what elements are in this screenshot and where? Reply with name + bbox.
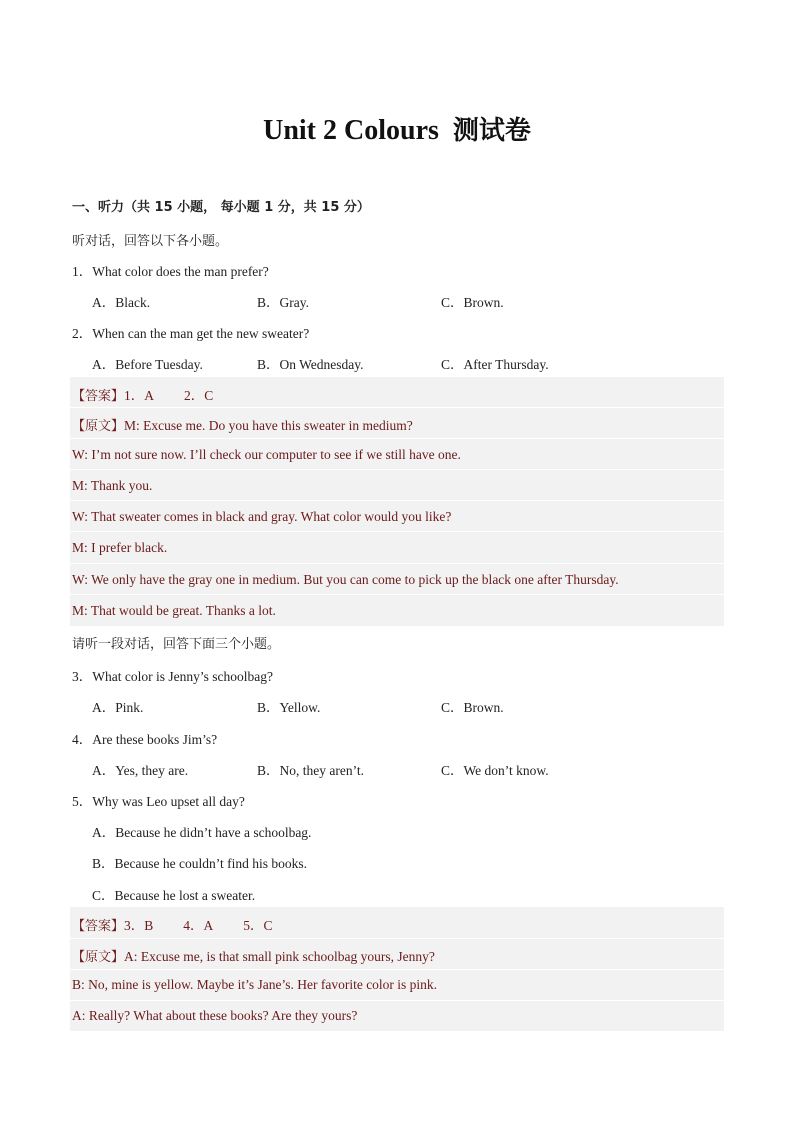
question-number: 3．	[72, 669, 93, 684]
q2-option-b: B．On Wednesday.	[257, 357, 364, 372]
divider	[70, 594, 724, 595]
divider	[70, 469, 724, 470]
question-text: Are these books Jim’s?	[92, 732, 218, 747]
divider	[70, 531, 724, 532]
q4-option-a: A．Yes, they are.	[92, 763, 189, 778]
question-5	[72, 790, 245, 810]
answer-4: 4．A	[183, 918, 214, 933]
page-title	[0, 110, 794, 147]
q4-option-b: B．No, they aren’t.	[257, 763, 364, 778]
script-line: M: That would be great. Thanks a lot.	[72, 603, 276, 618]
q1-option-b: B．Gray.	[257, 295, 309, 310]
q3-option-c: C．Brown.	[441, 700, 504, 715]
question-number: 5．	[72, 794, 93, 809]
question-4	[72, 728, 217, 748]
title-cn: 测试卷	[452, 116, 531, 146]
script-line: W: I’m not sure now. I’ll check our computer to see if we still have one.	[72, 447, 461, 462]
question-text: What color is Jenny’s schoolbag?	[92, 669, 273, 684]
q1-option-c: C．Brown.	[441, 295, 504, 310]
question-number: 2．	[72, 326, 93, 341]
title-en: Unit 2 Colours	[263, 115, 439, 146]
question-text: Why was Leo upset all day?	[92, 794, 245, 809]
answer-1: 1．A	[124, 388, 155, 403]
question-text: What color does the man prefer?	[92, 264, 269, 279]
question-3	[72, 665, 273, 685]
divider	[70, 407, 724, 408]
answer-line-1	[72, 384, 213, 404]
answer-3: 3．B	[124, 918, 154, 933]
q2-option-c: C．After Thursday.	[441, 357, 549, 372]
answer-line-2	[72, 914, 273, 934]
q3-option-a: A．Pink.	[92, 700, 144, 715]
q4-option-c: C．We don’t know.	[441, 763, 549, 778]
script-line	[72, 946, 435, 965]
script-text: A: Excuse me, is that small pink schoolbag yours, Jenny?	[124, 949, 435, 964]
answer-tag: 【答案】	[72, 919, 125, 934]
divider	[70, 1000, 724, 1001]
divider	[70, 969, 724, 970]
q3-option-b: B．Yellow.	[257, 700, 321, 715]
script-line: M: Thank you.	[72, 478, 153, 493]
divider	[70, 500, 724, 501]
script-line: W: We only have the gray one in medium. But you can come to pick up the black one after Thursday.	[72, 572, 619, 587]
answer-2: 2．C	[184, 388, 214, 403]
question-number: 4．	[72, 732, 93, 747]
divider	[70, 438, 724, 439]
answer-5: 5．C	[243, 918, 273, 933]
script-line: W: That sweater comes in black and gray. What color would you like?	[72, 509, 452, 524]
instruction-2: 请听一段对话，回答下面三个小题。	[72, 637, 281, 652]
script-line: A: Really? What about these books? Are they yours?	[72, 1008, 358, 1023]
question-number: 1．	[72, 264, 93, 279]
instruction-1: 听对话，回答以下各小题。	[72, 234, 229, 249]
q2-option-a: A．Before Tuesday.	[92, 357, 203, 372]
q5-option-a: A．Because he didn’t have a schoolbag.	[92, 825, 312, 840]
script-line: M: I prefer black.	[72, 540, 168, 555]
q5-option-c: C．Because he lost a sweater.	[92, 888, 256, 903]
q1-option-a: A．Black.	[92, 295, 151, 310]
divider	[70, 563, 724, 564]
script-line	[72, 415, 413, 434]
script-tag: 【原文】	[72, 950, 125, 965]
script-line: B: No, mine is yellow. Maybe it’s Jane’s. Her favorite color is pink.	[72, 977, 438, 992]
answer-tag: 【答案】	[72, 389, 125, 404]
script-tag: 【原文】	[72, 419, 125, 434]
question-1	[72, 260, 269, 280]
section-heading: 一、听力（共 15 小题， 每小题 1 分，共 15 分）	[72, 200, 370, 215]
script-text: M: Excuse me. Do you have this sweater in medium?	[124, 418, 413, 433]
question-2	[72, 322, 309, 342]
question-text: When can the man get the new sweater?	[92, 326, 310, 341]
q5-option-b: B．Because he couldn’t find his books.	[92, 856, 307, 871]
divider	[70, 938, 724, 939]
